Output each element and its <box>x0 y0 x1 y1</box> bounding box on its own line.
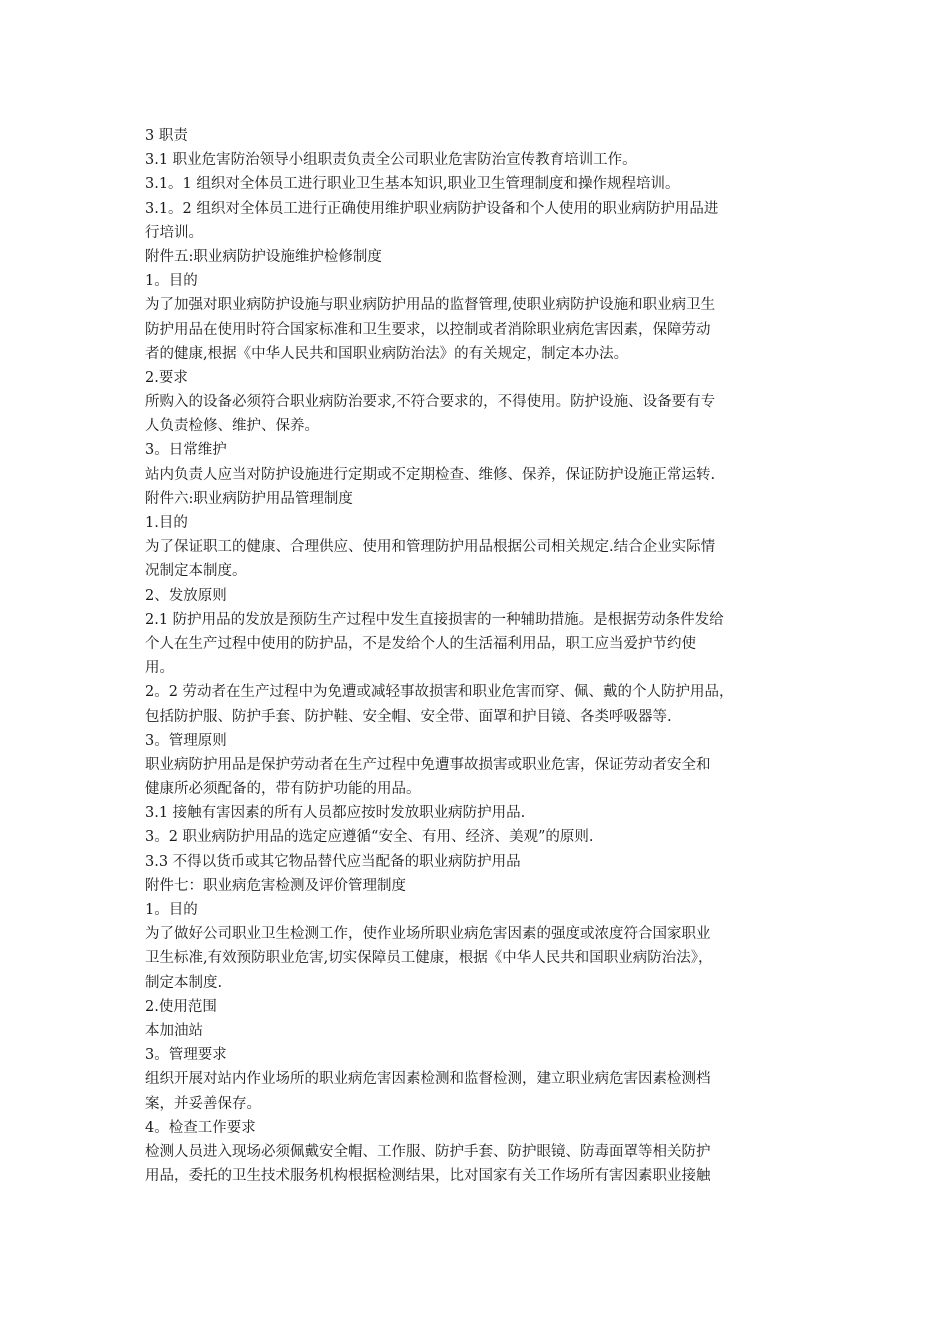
text-line: 附件七：职业病危害检测及评价管理制度 <box>145 877 406 894</box>
text-line: 附件六:职业病防护用品管理制度 <box>145 490 353 507</box>
text-line: 3。2 职业病防护用品的选定应遵循“安全、有用、经济、美观”的原则. <box>145 829 594 846</box>
text-line: 人负责检修、维护、保养。 <box>145 418 319 435</box>
text-line: 3。日常维护 <box>145 442 227 459</box>
text-line: 3.3 不得以货币或其它物品替代应当配备的职业病防护用品 <box>145 853 521 870</box>
text-line: 防护用品在使用时符合国家标准和卫生要求，以控制或者消除职业病危害因素，保障劳动 <box>145 321 711 338</box>
text-line: 卫生标准,有效预防职业危害,切实保障员工健康，根据《中华人民共和国职业病防治法》， <box>145 950 713 967</box>
text-line: 3。管理原则 <box>145 732 227 749</box>
text-line: 况制定本制度。 <box>145 563 247 580</box>
text-line: 2。2 劳动者在生产过程中为免遭或减轻事故损害和职业危害而穿、佩、戴的个人防护用品， <box>145 684 734 701</box>
text-line: 者的健康,根据《中华人民共和国职业病防治法》的有关规定，制定本办法。 <box>145 345 629 362</box>
text-line: 用品，委托的卫生技术服务机构根据检测结果，比对国家有关工作场所有害因素职业接触 <box>145 1168 711 1185</box>
text-line: 2.要求 <box>145 369 188 386</box>
text-line: 行培训。 <box>145 224 203 241</box>
text-line: 制定本制度. <box>145 974 223 991</box>
text-line: 个人在生产过程中使用的防护品，不是发给个人的生活福利用品，职工应当爱护节约使 <box>145 635 696 652</box>
text-line: 3 职责 <box>145 128 188 144</box>
text-line: 职业病防护用品是保护劳动者在生产过程中免遭事故损害或职业危害，保证劳动者安全和 <box>145 756 711 773</box>
text-line: 包括防护服、防护手套、防护鞋、安全帽、安全带、面罩和护目镜、各类呼吸器等. <box>145 708 672 725</box>
text-line: 案，并妥善保存。 <box>145 1095 261 1112</box>
text-line: 1。目的 <box>145 902 198 918</box>
text-line: 检测人员进入现场必须佩戴安全帽、工作服、防护手套、防护眼镜、防毒面罩等相关防护 <box>145 1143 711 1160</box>
text-line: 2.使用范围 <box>145 998 217 1015</box>
text-line: 为了做好公司职业卫生检测工作，使作业场所职业病危害因素的强度或浓度符合国家职业 <box>145 926 711 943</box>
text-line: 4。检查工作要求 <box>145 1119 256 1136</box>
text-line: 用。 <box>145 660 174 677</box>
document-body <box>145 124 820 1188</box>
text-line: 1。目的 <box>145 273 198 290</box>
text-line: 附件五:职业病防护设施维护检修制度 <box>145 248 382 265</box>
text-line: 所购入的设备必须符合职业病防治要求,不符合要求的，不得使用。防护设施、设备要有专 <box>145 394 716 411</box>
text-line: 为了加强对职业病防护设施与职业病防护用品的监督管理,使职业病防护设施和职业病卫生 <box>145 297 716 314</box>
text-line: 健康所必须配备的，带有防护功能的用品。 <box>145 781 421 798</box>
text-line: 3.1。1 组织对全体员工进行职业卫生基本知识,职业卫生管理制度和操作规程培训。 <box>145 176 680 193</box>
text-line: 1.目的 <box>145 515 188 531</box>
text-line: 3.1 职业危害防治领导小组职责负责全公司职业危害防治宣传教育培训工作。 <box>145 152 637 169</box>
text-line: 站内负责人应当对防护设施进行定期或不定期检查、维修、保养，保证防护设施正常运转. <box>145 466 716 483</box>
text-line: 组织开展对站内作业场所的职业病危害因素检测和监督检测，建立职业病危害因素检测档 <box>145 1071 711 1088</box>
text-line: 本加油站 <box>145 1022 203 1039</box>
text-line: 3。管理要求 <box>145 1047 227 1064</box>
text-line: 2.1 防护用品的发放是预防生产过程中发生直接损害的一种辅助措施。是根据劳动条件发给 <box>145 611 724 628</box>
text-line: 为了保证职工的健康、合理供应、使用和管理防护用品根据公司相关规定.结合企业实际情 <box>145 539 716 556</box>
text-line: 3.1。2 组织对全体员工进行正确使用维护职业病防护设备和个人使用的职业病防护用品进 <box>145 200 719 217</box>
text-line: 3.1 接触有害因素的所有人员都应按时发放职业病防护用品. <box>145 805 526 822</box>
text-line: 2、发放原则 <box>145 587 227 604</box>
